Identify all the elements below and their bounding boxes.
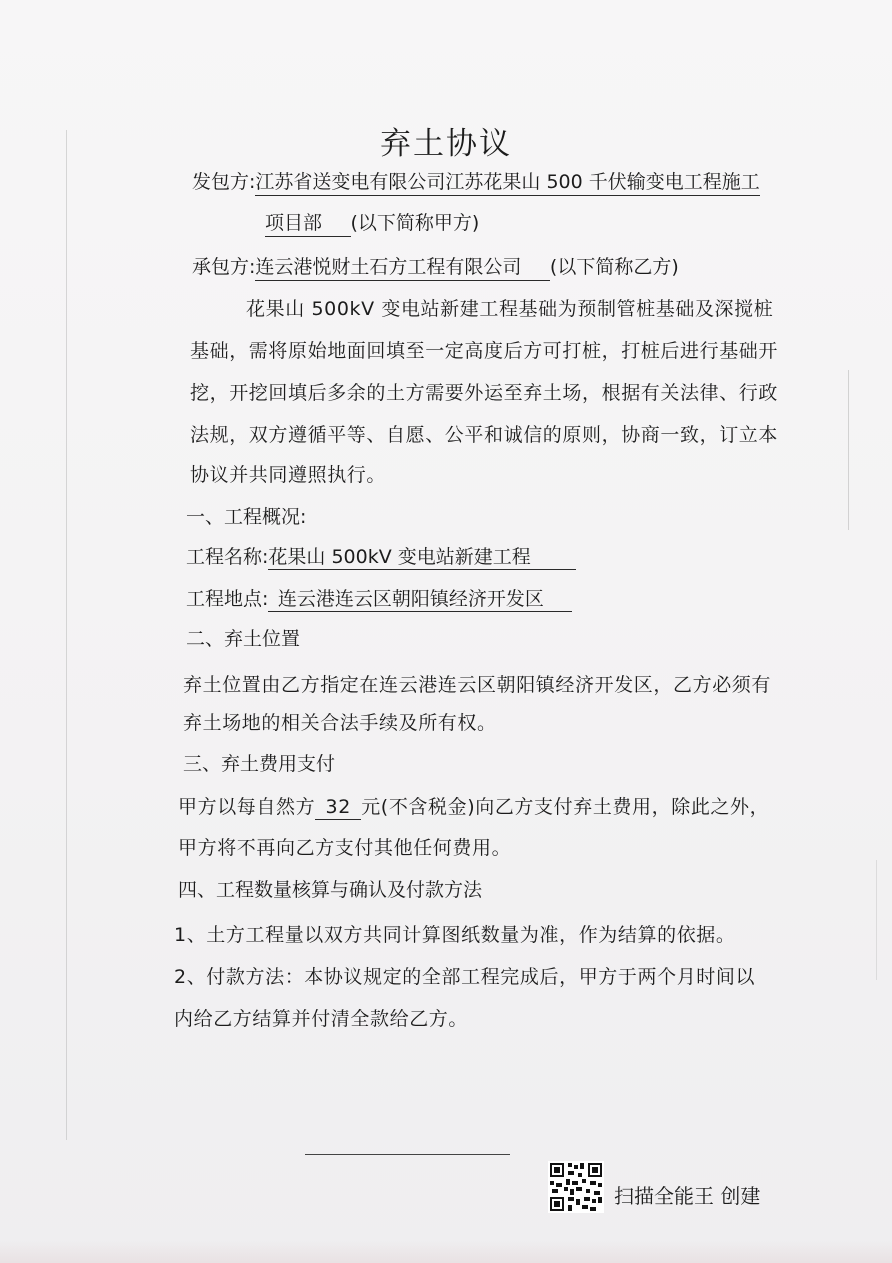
- section-2-text: 弃土场地的相关合法手续及所有权。: [183, 712, 497, 734]
- intro-line: 基础，需将原始地面回填至一定高度后方可打桩，打桩后进行基础开: [190, 340, 779, 362]
- intro-line: 花果山 500kV 变电站新建工程基础为预制管桩基础及深搅桩: [246, 298, 774, 320]
- section-4-item-2: 2、付款方法：本协议规定的全部工程完成后，甲方于两个月时间以: [174, 966, 756, 988]
- section-3-heading: 三、弃土费用支付: [183, 753, 336, 775]
- fee-text: 元(不含税金)向乙方支付弃土费用，除此之外，: [361, 796, 770, 818]
- page-fold-line: [876, 860, 877, 980]
- scan-shadow: [0, 1240, 892, 1263]
- employer-name-line-2: 项目部: [265, 212, 351, 237]
- project-name-value: 花果山 500kV 变电站新建工程: [268, 548, 576, 570]
- contractor-label: 承包方:: [192, 256, 256, 278]
- section-4-heading: 四、工程数量核算与确认及付款方法: [178, 879, 483, 901]
- page-fold-line: [66, 130, 67, 1140]
- section-1-heading: 一、工程概况:: [186, 506, 307, 528]
- qr-code-icon: [548, 1161, 604, 1213]
- page-fold-line: [848, 370, 849, 530]
- project-location-value: 连云港连云区朝阳镇经济开发区: [268, 590, 572, 612]
- contractor-name: 连云港悦财土石方工程有限公司: [255, 256, 550, 281]
- fee-line: [178, 798, 769, 820]
- intro-line: 法规，双方遵循平等、自愿、公平和诚信的原则，协商一致，订立本: [190, 424, 779, 446]
- employer-note: (以下简称甲方): [350, 212, 480, 234]
- employer-name-line-1: 江苏省送变电有限公司江苏花果山 500 千伏输变电工程施工: [255, 171, 759, 196]
- section-4-item-2-cont: 内给乙方结算并付清全款给乙方。: [174, 1008, 469, 1030]
- contractor-note: (以下简称乙方): [549, 256, 679, 278]
- document-title: 弃土协议: [380, 126, 512, 162]
- contractor-line: [192, 258, 679, 277]
- employer-label: 发包方:: [192, 171, 256, 193]
- project-name-label: 工程名称:: [186, 546, 269, 568]
- project-name-row: [186, 548, 576, 570]
- section-2-heading: 二、弃土位置: [186, 628, 301, 650]
- scanner-watermark: 扫描全能王 创建: [614, 1184, 761, 1208]
- signature-line: [305, 1154, 510, 1155]
- intro-line: 协议并共同遵照执行。: [190, 464, 387, 486]
- fee-line-2: 甲方将不再向乙方支付其他任何费用。: [178, 837, 512, 859]
- fee-price: 32: [315, 798, 361, 820]
- employer-line-1: [192, 173, 760, 192]
- section-4-item-1: 1、土方工程量以双方共同计算图纸数量为准，作为结算的依据。: [174, 924, 736, 946]
- fee-text: 甲方以每自然方: [178, 796, 316, 818]
- employer-line-2: [265, 214, 479, 233]
- section-2-text: 弃土位置由乙方指定在连云港连云区朝阳镇经济开发区，乙方必须有: [183, 674, 772, 696]
- intro-line: 挖，开挖回填后多余的土方需要外运至弃土场，根据有关法律、行政: [190, 382, 779, 404]
- project-location-label: 工程地点:: [186, 588, 269, 610]
- project-location-row: [186, 590, 572, 612]
